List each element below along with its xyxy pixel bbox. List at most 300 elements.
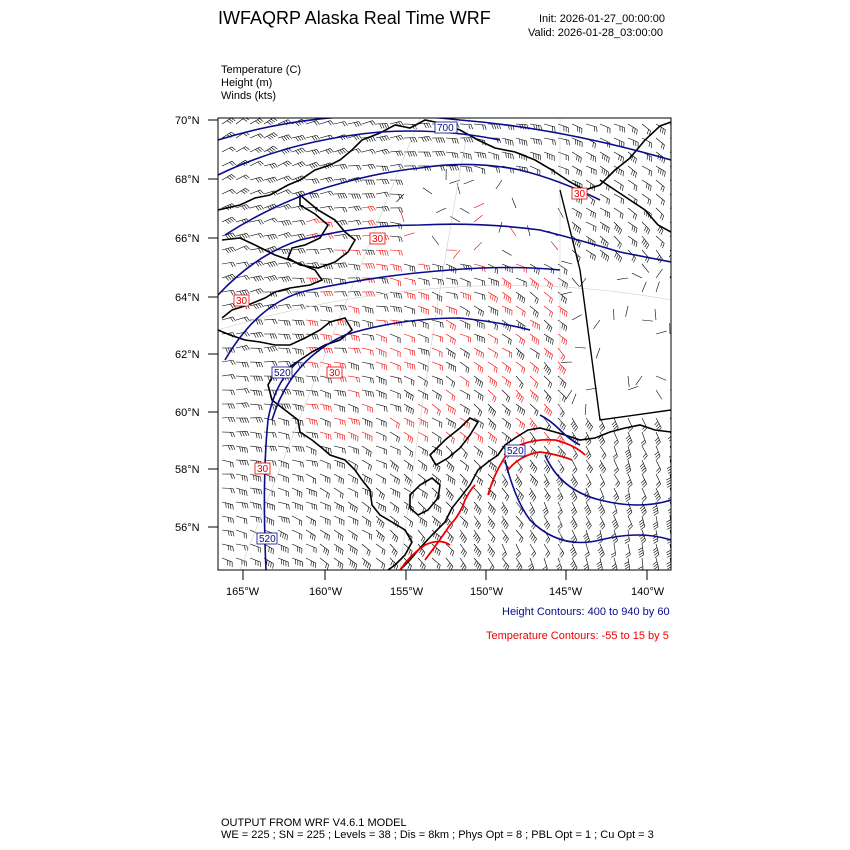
wind-barb — [278, 488, 288, 492]
wind-barb-feather — [475, 521, 478, 525]
wind-barb-feather — [368, 322, 369, 327]
wind-barb-feather — [578, 257, 580, 262]
wind-barb-feather — [352, 505, 353, 510]
wind-barb — [614, 236, 621, 244]
wind-barb — [236, 446, 247, 448]
wind-barb — [376, 502, 386, 507]
wind-barb-feather — [343, 321, 344, 326]
wind-barb-feather — [643, 454, 646, 458]
wind-barb — [222, 161, 232, 166]
wind-barb-feather — [384, 136, 387, 140]
height-label: 700 — [437, 123, 454, 134]
wind-barb-feather — [256, 290, 259, 294]
wind-barb-feather — [537, 299, 539, 304]
wind-barb-feather — [288, 176, 291, 180]
wind-barb-feather — [261, 177, 264, 181]
wind-barb-feather — [275, 361, 277, 366]
wind-barb — [460, 306, 469, 312]
wind-barb-feather — [547, 324, 549, 329]
wind-barb — [376, 250, 387, 251]
wind-barb-feather — [563, 297, 564, 302]
wind-barb — [404, 348, 415, 351]
wind-barb-feather — [422, 491, 423, 496]
wind-barb-feather — [643, 484, 646, 488]
wind-barb-feather — [425, 450, 426, 455]
wind-barb-feather — [315, 479, 316, 484]
wind-barb-feather — [259, 405, 260, 410]
wind-barb — [236, 147, 246, 152]
wind-barb — [278, 320, 289, 321]
wind-barb-feather — [282, 250, 284, 254]
wind-barb-feather — [260, 147, 264, 150]
wind-barb — [348, 404, 358, 408]
wind-barb-feather — [625, 450, 629, 453]
wind-barb-feather — [572, 563, 575, 567]
wind-barb — [628, 180, 637, 186]
wind-barb-feather — [520, 494, 522, 499]
wind-barb-feather — [315, 250, 317, 255]
wind-barb-feather — [382, 150, 385, 154]
wind-barb-feather — [520, 296, 521, 301]
wind-barb-feather — [317, 391, 318, 396]
wind-barb — [453, 250, 460, 259]
wind-barb — [362, 306, 373, 309]
wind-barb-feather — [281, 532, 282, 537]
wind-barb-feather — [532, 495, 535, 499]
wind-barb-feather — [607, 198, 608, 203]
wind-barb-feather — [300, 378, 301, 383]
wind-barb-feather — [466, 510, 468, 515]
wind-barb — [600, 502, 605, 512]
wind-barb-feather — [642, 540, 646, 543]
wind-barb — [655, 309, 656, 320]
wind-barb-feather — [625, 566, 629, 569]
wind-barb-feather — [626, 466, 630, 469]
wind-barb-feather — [520, 408, 521, 413]
wind-barb-feather — [516, 393, 518, 397]
wind-barb-feather — [502, 479, 505, 483]
wind-barb-feather — [590, 427, 593, 431]
wind-barb-feather — [552, 126, 553, 131]
wind-barb-feather — [427, 123, 429, 127]
wind-barb-feather — [531, 477, 533, 482]
wind-barb-feather — [422, 137, 425, 141]
wind-barb-feather — [508, 297, 509, 302]
wind-barb-feather — [627, 454, 631, 457]
wind-barb-feather — [613, 513, 617, 516]
wind-barb-feather — [466, 524, 468, 529]
wind-barb — [222, 217, 232, 222]
wind-barb-feather — [471, 155, 472, 160]
wind-barb — [530, 432, 536, 441]
wind-barb-feather — [286, 191, 290, 195]
wind-barb-feather — [455, 340, 456, 345]
wind-barb — [544, 362, 551, 371]
wind-barb — [474, 242, 482, 250]
wind-barb-feather — [496, 368, 497, 373]
wind-barb-feather — [368, 207, 371, 211]
wind-barb-feather — [244, 290, 247, 294]
wind-barb-feather — [366, 264, 368, 269]
wind-barb-feather — [357, 466, 358, 471]
wind-barb-feather — [506, 296, 507, 301]
wind-barb-feather — [490, 408, 492, 413]
wind-barb-feather — [471, 138, 473, 143]
wind-barb-feather — [510, 284, 511, 289]
wind-barb-feather — [671, 442, 674, 446]
wind-barb — [278, 558, 288, 562]
wind-barb — [614, 152, 624, 157]
wind-barb-feather — [506, 153, 507, 158]
wind-barb-feather — [437, 449, 438, 454]
wind-barb-feather — [478, 410, 480, 415]
wind-barb-feather — [593, 201, 594, 206]
wind-barb-feather — [614, 468, 617, 472]
wind-barb-feather — [507, 410, 509, 415]
wind-barb-feather — [399, 250, 401, 255]
wind-barb-feather — [657, 442, 661, 446]
wind-barb-feather — [233, 417, 235, 422]
wind-barb-feather — [288, 161, 292, 164]
wind-barb-feather — [488, 505, 490, 509]
wind-barb-feather — [656, 423, 659, 427]
wind-barb-feather — [505, 436, 506, 441]
wind-barb — [499, 222, 502, 233]
wind-barb-feather — [259, 376, 261, 381]
wind-barb-feather — [452, 279, 453, 284]
wind-barb-feather — [313, 478, 314, 483]
wind-barb-feather — [409, 550, 411, 555]
wind-barb-feather — [244, 448, 245, 453]
wind-barb-feather — [230, 148, 234, 151]
wind-barb — [292, 530, 302, 535]
wind-barb-feather — [331, 407, 332, 412]
wind-barb-feather — [436, 138, 438, 143]
wind-barb-feather — [367, 563, 368, 568]
wind-barb-feather — [671, 425, 674, 429]
wind-barb — [278, 544, 288, 548]
wind-barb-feather — [581, 199, 582, 204]
wind-barb-feather — [317, 149, 320, 153]
wind-barb — [586, 446, 591, 456]
wind-barb — [264, 404, 275, 405]
wind-barb-feather — [482, 396, 483, 401]
wind-barb-feather — [601, 524, 604, 528]
wind-barb-feather — [246, 147, 250, 150]
wind-barb — [376, 460, 386, 464]
wind-barb — [376, 179, 387, 180]
wind-barb — [572, 278, 579, 286]
wind-barb-feather — [256, 391, 257, 396]
wind-barb-feather — [258, 289, 261, 293]
wind-barb-feather — [410, 521, 411, 526]
wind-barb — [278, 516, 289, 518]
wind-barb-feather — [508, 398, 510, 403]
wind-barb — [593, 320, 600, 329]
wind-barb — [390, 474, 399, 480]
wind-barb-feather — [227, 121, 231, 124]
wind-barb-feather — [356, 308, 357, 313]
wind-barb-feather — [230, 248, 233, 252]
wind-barb — [250, 147, 260, 152]
wind-barb-feather — [394, 307, 395, 312]
wind-barb — [423, 188, 432, 194]
wind-barb-feather — [619, 244, 621, 248]
wind-barb-feather — [408, 152, 410, 157]
coastline — [218, 120, 671, 570]
wind-barb-feather — [564, 269, 565, 274]
wind-barb-feather — [356, 322, 357, 327]
wind-barb — [460, 390, 470, 395]
wind-barb-feather — [303, 447, 304, 452]
wind-barb-feather — [655, 452, 659, 455]
wind-barb-feather — [384, 565, 385, 570]
wind-barb-feather — [467, 467, 468, 472]
wind-barb-feather — [614, 540, 618, 543]
wind-barb-feather — [466, 167, 467, 172]
wind-barb-feather — [385, 124, 387, 129]
wind-barb-feather — [607, 243, 609, 248]
wind-barb-feather — [342, 420, 343, 425]
wind-barb-feather — [622, 214, 623, 219]
wind-barb-feather — [326, 492, 327, 497]
wind-barb-feather — [289, 321, 290, 326]
wind-barb-feather — [454, 396, 455, 401]
wind-barb-feather — [479, 451, 480, 456]
wind-barb-feather — [282, 278, 284, 282]
wind-barb-feather — [231, 488, 233, 493]
wind-barb — [600, 446, 606, 455]
wind-barb-feather — [549, 311, 550, 316]
wind-barb-feather — [489, 407, 491, 412]
wind-barb-feather — [401, 180, 403, 185]
height-label: 520 — [259, 534, 276, 545]
wind-barb-feather — [586, 521, 589, 525]
wind-barb — [222, 445, 233, 446]
wind-barb-feather — [260, 134, 263, 138]
wind-barb-feather — [342, 494, 343, 499]
wind-barb — [474, 334, 484, 338]
wind-barb-feather — [342, 221, 345, 225]
wind-barb-feather — [356, 135, 359, 139]
wind-barb-feather — [552, 340, 553, 345]
wind-barb-feather — [373, 164, 376, 168]
wind-barb-feather — [454, 480, 455, 485]
wind-barb-feather — [357, 348, 359, 353]
wind-barb-feather — [598, 505, 601, 509]
wind-barb-feather — [385, 279, 386, 284]
wind-barb-feather — [490, 294, 491, 299]
temperature-label: 30 — [257, 464, 269, 475]
wind-barb-feather — [638, 567, 642, 569]
wind-barb-feather — [476, 537, 479, 541]
wind-barb-feather — [654, 491, 658, 495]
wind-barb-feather — [312, 334, 313, 339]
wind-barb-feather — [233, 262, 236, 266]
wind-barb-feather — [345, 364, 346, 369]
wind-barb-feather — [518, 467, 521, 471]
wind-barb-feather — [452, 353, 453, 358]
wind-barb-feather — [616, 254, 618, 259]
wind-barb — [292, 558, 302, 562]
wind-barb-feather — [492, 424, 494, 429]
wind-barb-feather — [502, 507, 505, 511]
wind-barb-feather — [380, 250, 381, 255]
temperature-contour-labels — [234, 188, 587, 475]
wind-barb — [474, 460, 482, 468]
wind-barb-feather — [579, 229, 580, 234]
wind-barb-feather — [273, 319, 275, 324]
wind-barb — [656, 282, 659, 292]
wind-barb-feather — [636, 228, 637, 233]
wind-barb-feather — [359, 122, 362, 126]
wind-barb — [561, 292, 572, 294]
wind-barb-feather — [655, 438, 659, 442]
wind-barb-feather — [384, 406, 385, 411]
lon-label: 160°W — [309, 586, 343, 598]
wind-barb-feather — [415, 280, 416, 285]
wind-barb-feather — [452, 467, 454, 472]
wind-barb-feather — [328, 192, 331, 196]
wind-barb — [628, 208, 637, 215]
wind-barb-feather — [410, 294, 411, 299]
wind-barb-feather — [450, 536, 452, 540]
wind-barb — [334, 432, 344, 435]
wind-barb-feather — [537, 313, 539, 318]
wind-barb-feather — [382, 137, 385, 141]
wind-barb-feather — [340, 150, 343, 154]
wind-barb-feather — [513, 154, 514, 159]
wind-barb-feather — [478, 152, 479, 157]
wind-barb-feather — [532, 336, 533, 341]
wind-barb-feather — [286, 504, 287, 509]
wind-barb-feather — [510, 327, 511, 332]
wind-barb-feather — [354, 194, 356, 199]
wind-barb — [222, 460, 233, 463]
wind-barb-feather — [343, 507, 344, 512]
wind-barb — [614, 180, 623, 186]
wind-barb-feather — [328, 178, 331, 182]
wind-barb — [390, 376, 401, 378]
wind-barb-feather — [657, 426, 660, 430]
wind-barb-feather — [441, 451, 442, 456]
wind-barb-feather — [298, 362, 299, 367]
wind-barb-feather — [272, 276, 275, 280]
wind-barb-feather — [493, 437, 494, 442]
wind-barb-feather — [385, 166, 387, 171]
wind-barb-feather — [617, 483, 620, 487]
wind-barb-feather — [573, 524, 576, 528]
wind-barb-feather — [536, 482, 538, 487]
wind-barb-feather — [254, 376, 256, 381]
wind-barb-feather — [401, 251, 403, 256]
wind-barb-feather — [642, 468, 646, 471]
wind-barb-feather — [434, 504, 435, 509]
wind-barb-feather — [422, 464, 423, 469]
wind-barb-feather — [613, 522, 617, 526]
wind-barb-feather — [366, 307, 367, 312]
wind-barb-feather — [396, 265, 397, 270]
wind-barb-feather — [254, 333, 257, 337]
wind-barb — [516, 558, 522, 567]
wind-barb-feather — [650, 200, 651, 205]
wind-barb-feather — [606, 171, 607, 176]
wind-barb-feather — [532, 478, 534, 483]
wind-barb-feather — [481, 453, 482, 458]
wind-barb-feather — [233, 390, 235, 395]
wind-barb-feather — [550, 412, 552, 417]
wind-barb — [558, 152, 568, 156]
wind-barb-feather — [508, 153, 509, 158]
wind-barb-feather — [653, 562, 657, 565]
wind-barb — [432, 292, 442, 297]
wind-barb-feather — [659, 229, 661, 233]
wind-barb-feather — [233, 463, 234, 468]
wind-barb-feather — [435, 520, 437, 525]
wind-barb-feather — [518, 406, 519, 411]
wind-barb — [362, 348, 373, 351]
wind-barb-feather — [274, 218, 277, 222]
wind-barb-feather — [273, 549, 274, 554]
wind-barb-feather — [601, 484, 604, 488]
wind-barb-feather — [358, 149, 361, 153]
wind-barb-feather — [328, 235, 331, 239]
wind-barb-feather — [573, 512, 576, 516]
wind-barb — [502, 334, 511, 340]
wind-barb-feather — [576, 211, 577, 216]
wind-barb-feather — [242, 291, 245, 295]
wind-barb-feather — [256, 178, 259, 182]
wind-barb-feather — [315, 179, 317, 183]
wind-barb — [278, 432, 289, 435]
wind-barb-feather — [233, 360, 236, 364]
wind-barb-feather — [394, 536, 396, 541]
wind-barb-feather — [455, 153, 456, 158]
wind-barb-feather — [247, 418, 249, 423]
wind-barb-feather — [437, 564, 439, 569]
wind-barb-feather — [544, 510, 548, 513]
wind-barb-feather — [301, 305, 303, 309]
wind-barb-feather — [654, 541, 658, 544]
wind-barb-feather — [312, 278, 314, 283]
wind-barb-feather — [528, 564, 532, 567]
wind-barb-feather — [287, 349, 288, 354]
wind-barb-feather — [626, 555, 630, 558]
wind-barb-feather — [272, 347, 274, 351]
wind-barb-feather — [599, 424, 602, 428]
wind-barb-feather — [401, 208, 403, 213]
wind-barb-feather — [468, 382, 469, 387]
wind-barb-feather — [667, 480, 671, 482]
wind-barb-feather — [296, 320, 297, 325]
wind-barb-feather — [387, 206, 389, 210]
wind-barb-feather — [496, 168, 497, 173]
wind-barb-feather — [661, 199, 663, 204]
wind-barb-feather — [284, 277, 286, 281]
wind-barb-feather — [286, 290, 289, 294]
wind-barb-feather — [258, 504, 259, 509]
wind-barb — [404, 446, 413, 452]
wind-barb-feather — [533, 537, 536, 541]
wind-barb — [502, 250, 512, 255]
wind-barb-feather — [435, 548, 437, 553]
wind-barb — [404, 334, 414, 338]
wind-barb-feather — [477, 478, 479, 483]
wind-barb-feather — [564, 311, 565, 316]
wind-barb-feather — [353, 477, 354, 482]
wind-barb-feather — [673, 200, 675, 204]
wind-barb-feather — [452, 166, 454, 171]
